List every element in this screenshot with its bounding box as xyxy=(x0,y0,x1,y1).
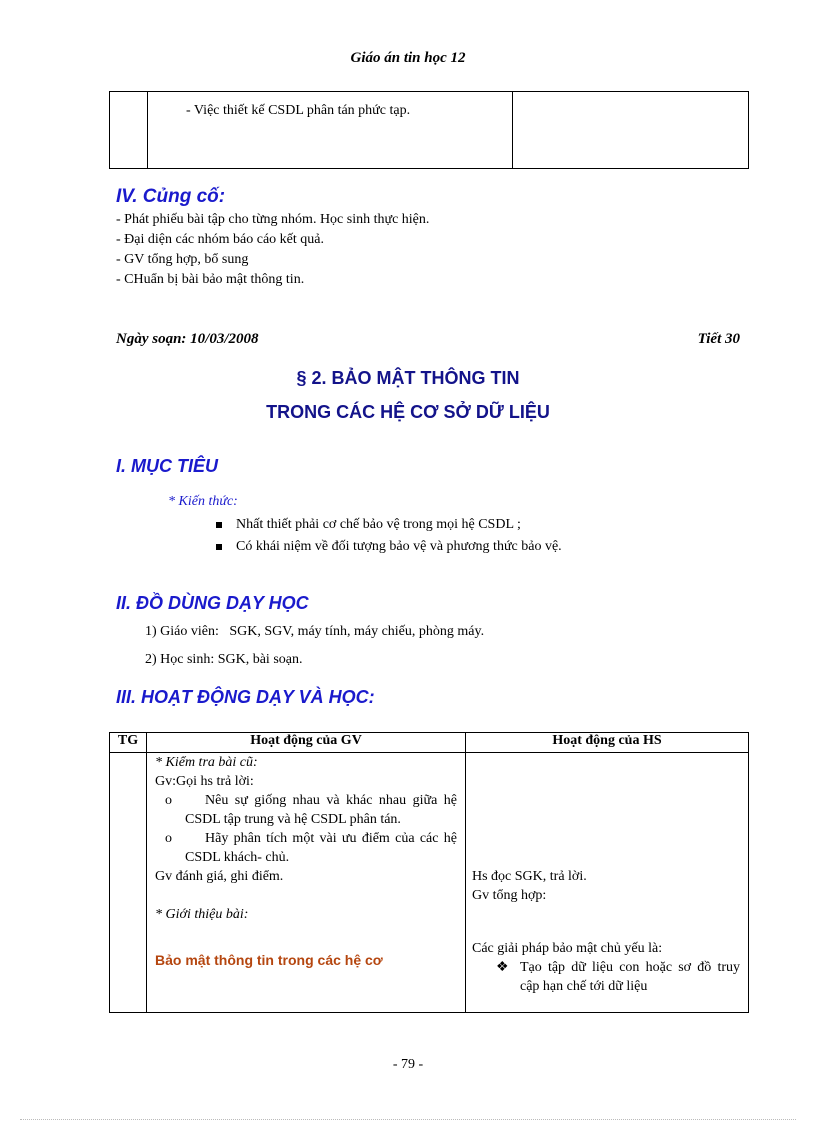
objective-item: Nhất thiết phải cơ chế bảo vệ trong mọi hệ CSDL ; xyxy=(216,515,562,537)
lesson-topic: Bảo mật thông tin trong các hệ cơ xyxy=(155,952,383,968)
circle-bullet-icon: o xyxy=(165,831,172,846)
gv-activity-cell xyxy=(147,753,466,1013)
hs-activity-cell xyxy=(466,753,749,1013)
knowledge-label: * Kiến thức: xyxy=(168,494,238,509)
section4-line: - GV tổng hợp, bổ sung xyxy=(116,252,249,267)
square-bullet-icon xyxy=(216,544,222,550)
ask-students: Gv:Gọi hs trả lời: xyxy=(155,774,254,789)
section4-line: - Đại diện các nhóm báo cáo kết quả. xyxy=(116,232,324,247)
hs-line-2: Gv tổng hợp: xyxy=(472,888,547,903)
lesson-number: Tiết 30 xyxy=(697,331,740,347)
activities-heading: III. HOẠT ĐỘNG DẠY VÀ HỌC: xyxy=(116,687,375,707)
circle-bullet-icon: o xyxy=(165,793,172,808)
section4-line: - Phát phiếu bài tập cho từng nhóm. Học sinh thực hiện. xyxy=(116,212,430,227)
col-header-gv: Hoạt động của GV xyxy=(147,733,466,753)
lesson-title-2: TRONG CÁC HỆ CƠ SỞ DỮ LIỆU xyxy=(266,402,550,422)
intro-label: * Giới thiệu bài: xyxy=(155,907,249,922)
evaluate-text: Gv đánh giá, ghi điểm. xyxy=(155,869,284,884)
objectives-list xyxy=(216,515,562,559)
page-divider xyxy=(20,1119,796,1120)
section4-heading: IV. Củng cố: xyxy=(116,186,226,207)
lesson-title-1: § 2. BẢO MẬT THÔNG TIN xyxy=(296,368,520,388)
col-header-hs: Hoạt động của HS xyxy=(466,733,749,753)
square-bullet-icon xyxy=(216,522,222,528)
question-2: o Hãy phân tích một vài ưu điểm của các hệ CSDL khách- chủ. xyxy=(165,831,457,865)
tools-teacher: 1) Giáo viên: SGK, SGV, máy tính, máy chiếu, phòng máy. xyxy=(145,624,485,639)
hs-item: ❖ Tạo tập dữ liệu con hoặc sơ đồ truy cập hạn chế tới dữ liệu xyxy=(496,960,740,994)
diamond-bullet-icon: ❖ xyxy=(496,960,509,975)
continued-table xyxy=(109,91,749,169)
section4-lines xyxy=(116,210,429,290)
gv-cell: - Việc thiết kế CSDL phân tán phức tạp. xyxy=(148,92,513,169)
check-old-lesson: * Kiểm tra bài cũ: xyxy=(155,755,258,770)
tg-cell xyxy=(110,753,147,1013)
tools-heading: II. ĐỒ DÙNG DẠY HỌC xyxy=(116,593,309,613)
activities-table xyxy=(109,732,749,1013)
section4-line: - CHuẩn bị bài bảo mật thông tin. xyxy=(116,272,305,287)
hs-line-1: Hs đọc SGK, trả lời. xyxy=(472,869,587,884)
page-header: Giáo án tin học 12 xyxy=(350,50,466,66)
hs-line-3: Các giải pháp bảo mật chủ yếu là: xyxy=(472,941,663,956)
hs-cell xyxy=(513,92,749,169)
col-header-tg: TG xyxy=(110,733,147,753)
objective-item: Có khái niệm về đối tượng bảo vệ và phương thức bảo vệ. xyxy=(216,537,562,559)
page-number: - 79 - xyxy=(392,1057,424,1072)
objectives-heading: I. MỤC TIÊU xyxy=(116,456,218,476)
tg-cell xyxy=(110,92,148,169)
date-prepared: Ngày soạn: 10/03/2008 xyxy=(116,331,259,347)
question-1: o Nêu sự giống nhau và khác nhau giữa hệ CSDL tập trung và hệ CSDL phân tán. xyxy=(165,793,457,827)
tools-student: 2) Học sinh: SGK, bài soạn. xyxy=(145,652,303,667)
